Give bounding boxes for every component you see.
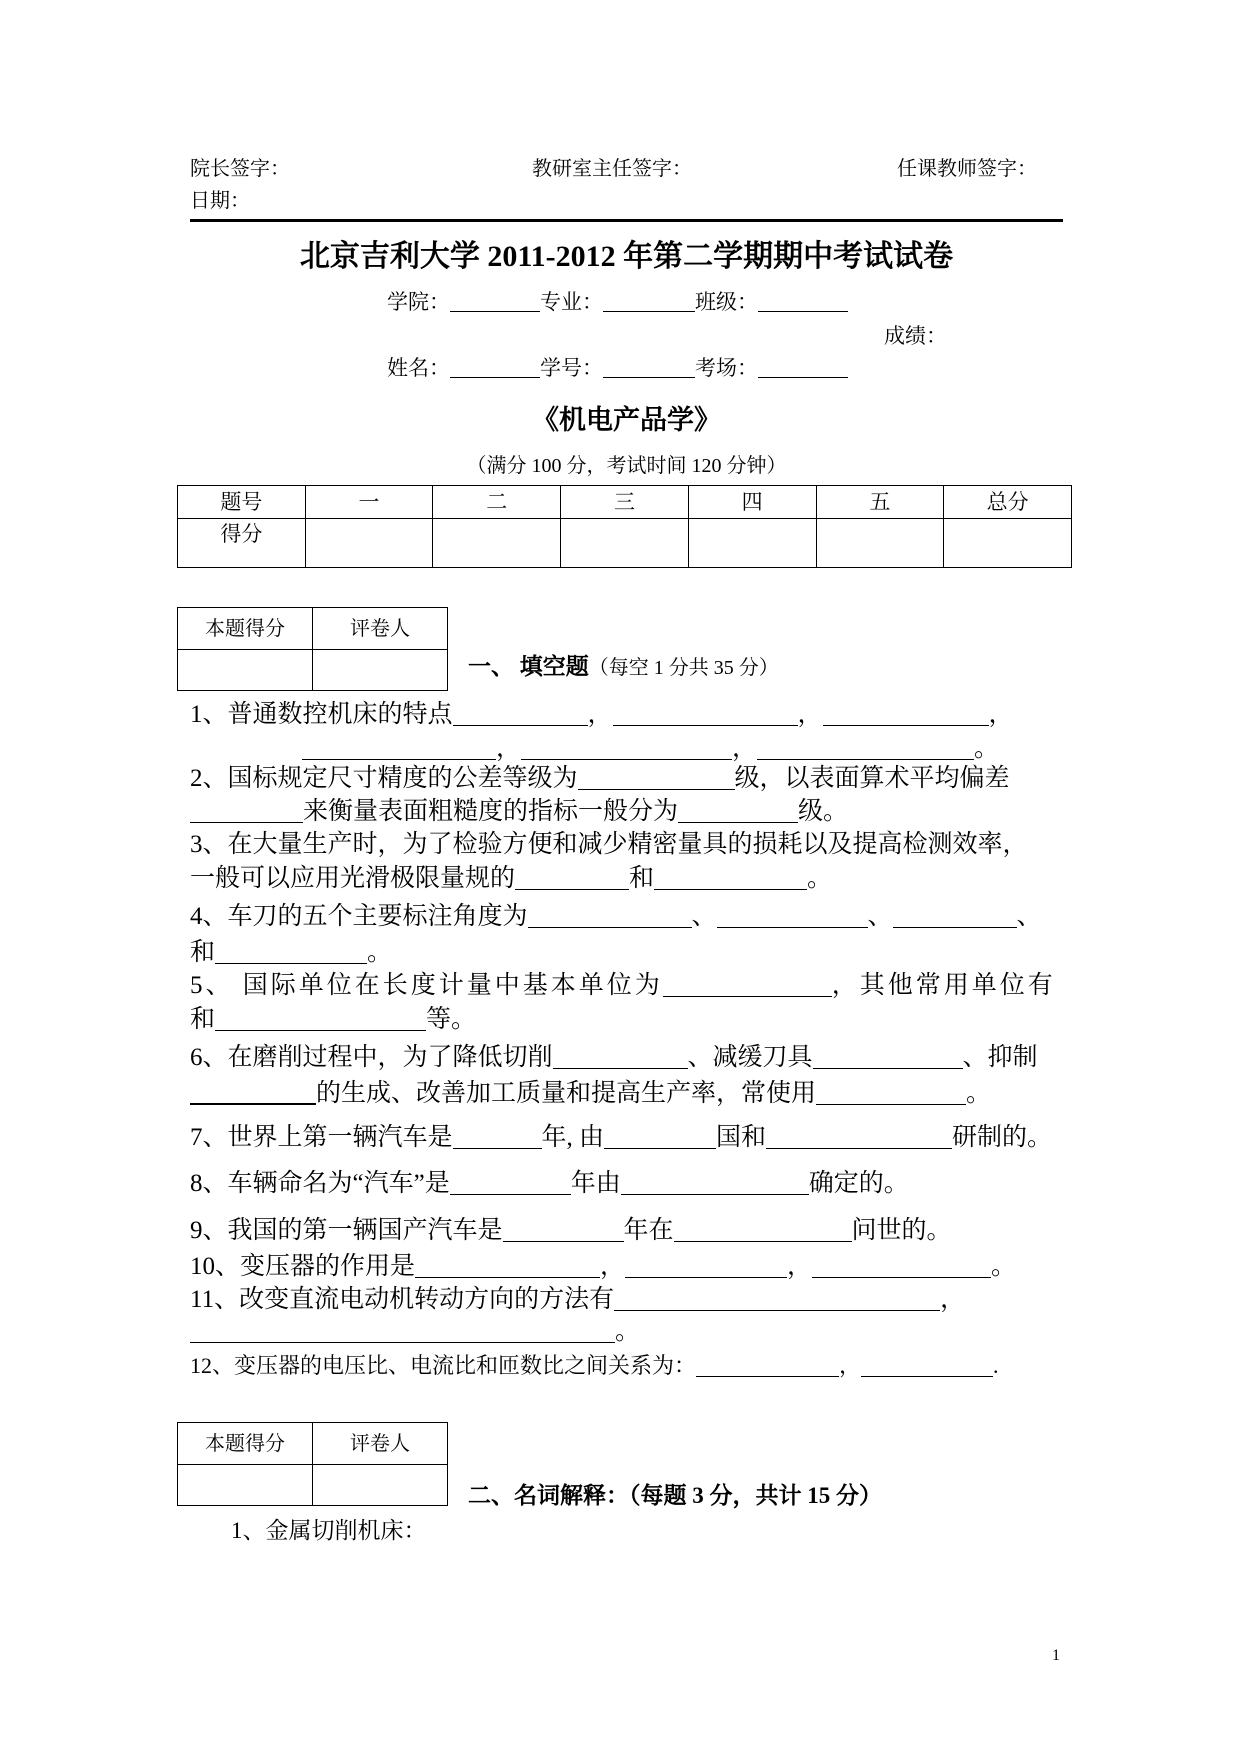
question-text: 7、世界上第一辆汽车是 [190,1124,453,1151]
question-text: 。 [991,1253,1017,1280]
major-label: 专业： [540,290,603,314]
section-1-title: 一、 填空题 [468,654,589,679]
question-3-line-2 [190,864,832,894]
answer-blank [621,1174,809,1195]
question-text: 、 [1016,903,1042,930]
score-table-score-label: 得分 [178,519,306,568]
question-text: 级，以表面算术平均偏差 [734,765,1010,792]
student-no-label: 学号： [540,356,603,380]
question-text: 和 [190,1006,216,1033]
answer-blank [553,1048,688,1069]
question-text: . [993,1353,999,1378]
answer-blank [757,739,974,760]
question-text: 12、变压器的电压比、电流比和匝数比之间关系为： [190,1353,697,1378]
answer-blank [893,907,1017,928]
total-score-cell [944,519,1072,568]
answer-blank [515,869,629,890]
question-text: 。 [367,939,393,966]
question-11-line-2 [190,1317,640,1347]
question-text: 5、 国际单位在长度计量中基本单位为 [190,972,663,999]
question-text: 1、普通数控机床的特点 [190,701,453,728]
question-3-line-1 [190,830,1028,860]
name-label: 姓名： [387,356,450,380]
office-director-signature-label: 教研室主任签字： [532,158,692,180]
exam-room-label: 考场： [695,356,758,380]
question-text: ， [940,1286,966,1313]
section-score-label: 本题得分 [178,608,313,650]
question-text: 10、变压器的作用是 [190,1253,416,1280]
answer-blank [625,1257,787,1278]
score-table-section-header: 四 [688,486,816,519]
question-4-line-2 [190,938,392,968]
answer-blank [604,1128,716,1149]
section-2-title: 二、名词解释：（每题 3 分，共计 15 分） [468,1483,882,1508]
answer-blank [415,1257,600,1278]
answer-blank [528,907,692,928]
major-blank [603,295,695,313]
question-11-line-1 [190,1285,965,1315]
grader-box [177,1422,448,1506]
question-text: ， [732,735,758,762]
student-no-blank [603,361,695,379]
answer-blank [696,1358,839,1377]
question-text: 。 [966,1080,992,1107]
question-10 [190,1252,1016,1282]
question-text: ， [600,1253,626,1280]
question-text: 。 [615,1318,641,1345]
question-6-line-1 [190,1043,1038,1073]
question-text: 、 [691,903,717,930]
question-text: ， [587,701,613,728]
grader-cell [313,650,448,691]
score-table-total-header: 总分 [944,486,1072,519]
answer-blank [578,769,735,790]
answer-blank [215,1010,426,1031]
question-text: 确定的。 [808,1170,909,1197]
question-text: 6、在磨削过程中，为了降低切削 [190,1044,553,1071]
question-text: ，其他常用单位有 [831,972,1056,999]
question-2-line-2 [190,797,848,827]
score-table-header-label: 题号 [178,486,306,519]
question-text: 国和 [716,1124,767,1151]
answer-blank [503,1221,624,1242]
answer-blank [215,943,367,964]
question-text: ， [839,1353,862,1378]
question-2-line-1 [190,764,1010,794]
question-text: 、抑制 [962,1044,1038,1071]
dean-signature-label: 院长签字： [190,158,290,180]
score-cell [561,519,689,568]
score-cell [816,519,944,568]
college-blank [450,295,540,313]
answer-blank [674,1221,852,1242]
teacher-signature-label: 任课教师签字： [897,158,1037,180]
answer-blank [521,739,732,760]
question-text: 3、在大量生产时，为了检验方便和减少精密量具的损耗以及提高检测效率， [190,831,1028,858]
section-2-item: 1、金属切削机床： [231,1518,427,1543]
question-8 [190,1169,909,1199]
answer-blank [663,976,832,997]
question-6-line-2 [190,1079,991,1109]
score-cell [305,519,433,568]
question-text: 、减缓刀具 [687,1044,813,1071]
question-5-line-1 [190,971,1056,1001]
answer-blank [812,1257,991,1278]
question-text: 。 [807,865,833,892]
page-number: 1 [1052,1647,1060,1664]
grader-box [177,607,448,691]
student-info-row-1 [387,290,848,314]
question-9 [190,1216,952,1246]
question-1-line-2 [302,734,999,764]
score-table-section-header: 一 [305,486,433,519]
answer-blank [717,907,868,928]
section-1-heading [468,653,779,682]
score-table-section-header: 二 [433,486,561,519]
question-text: ， [787,1253,813,1280]
question-text: ， [496,735,522,762]
answer-blank [453,1128,542,1149]
answer-blank [823,705,989,726]
answer-blank [654,869,807,890]
answer-blank [861,1358,993,1377]
score-table-section-header: 五 [816,486,944,519]
section-score-cell [178,650,313,691]
question-1-line-1 [190,700,1014,730]
answer-blank [816,1084,966,1105]
college-label: 学院： [387,290,450,314]
question-12 [190,1352,999,1380]
question-text: 。 [974,735,1000,762]
question-text: 年在 [623,1217,674,1244]
question-text: 和 [190,939,216,966]
question-text: 11、改变直流电动机转动方向的方法有 [190,1286,615,1313]
answer-blank [302,739,496,760]
question-text: 8、车辆命名为“汽车”是 [190,1170,450,1197]
question-7 [190,1123,1052,1153]
score-table-section-header: 三 [561,486,689,519]
answer-blank [766,1128,952,1149]
exam-title: 北京吉利大学 2011-2012 年第二学期期中考试试卷 [299,240,954,273]
question-text: 问世的。 [851,1217,952,1244]
question-text: 4、车刀的五个主要标注角度为 [190,903,528,930]
question-text: 9、我国的第一辆国产汽车是 [190,1217,503,1244]
question-text: 来衡量表面粗糙度的指标一般分为 [303,798,679,825]
question-5-line-2 [190,1005,476,1035]
answer-blank [453,705,588,726]
question-text: 的生成、改善加工质量和提高生产率，常使用 [316,1080,817,1107]
question-text: 级。 [798,798,849,825]
question-text: 等。 [426,1006,477,1033]
answer-blank [614,1290,940,1311]
section-score-cell [178,1465,313,1506]
answer-blank [678,802,798,823]
question-4-line-1 [190,902,1042,932]
answer-blank [813,1048,963,1069]
class-blank [758,295,848,313]
answer-blank [450,1174,571,1195]
header-divider [190,219,1063,222]
answer-blank [190,1083,316,1105]
question-text: 研制的。 [952,1124,1053,1151]
question-text: ， [988,701,1014,728]
grader-cell [313,1465,448,1506]
score-table [177,485,1072,568]
answer-blank [190,802,303,823]
grader-label: 评卷人 [313,608,448,650]
name-blank [450,361,540,379]
question-text: ， [797,701,823,728]
question-text: 2、国标规定尺寸精度的公差等级为 [190,765,578,792]
score-cell [433,519,561,568]
class-label: 班级： [695,290,758,314]
answer-blank [190,1322,615,1343]
score-cell [688,519,816,568]
section-1-note: （每空 1 分共 35 分） [588,657,779,679]
question-text: 年由 [570,1170,621,1197]
question-text: 一般可以应用光滑极限量规的 [190,865,516,892]
question-text: 、 [867,903,893,930]
student-info-row-2 [387,356,848,380]
exam-room-blank [758,361,848,379]
grade-label: 成绩： [884,324,947,348]
question-text: 年, 由 [541,1124,605,1151]
date-label: 日期： [190,190,250,212]
question-text: 和 [629,865,655,892]
exam-note: （满分 100 分，考试时间 120 分钟） [466,455,787,477]
answer-blank [613,705,798,726]
grader-label: 评卷人 [313,1423,448,1465]
section-score-label: 本题得分 [178,1423,313,1465]
course-title: 《机电产品学》 [532,405,721,435]
